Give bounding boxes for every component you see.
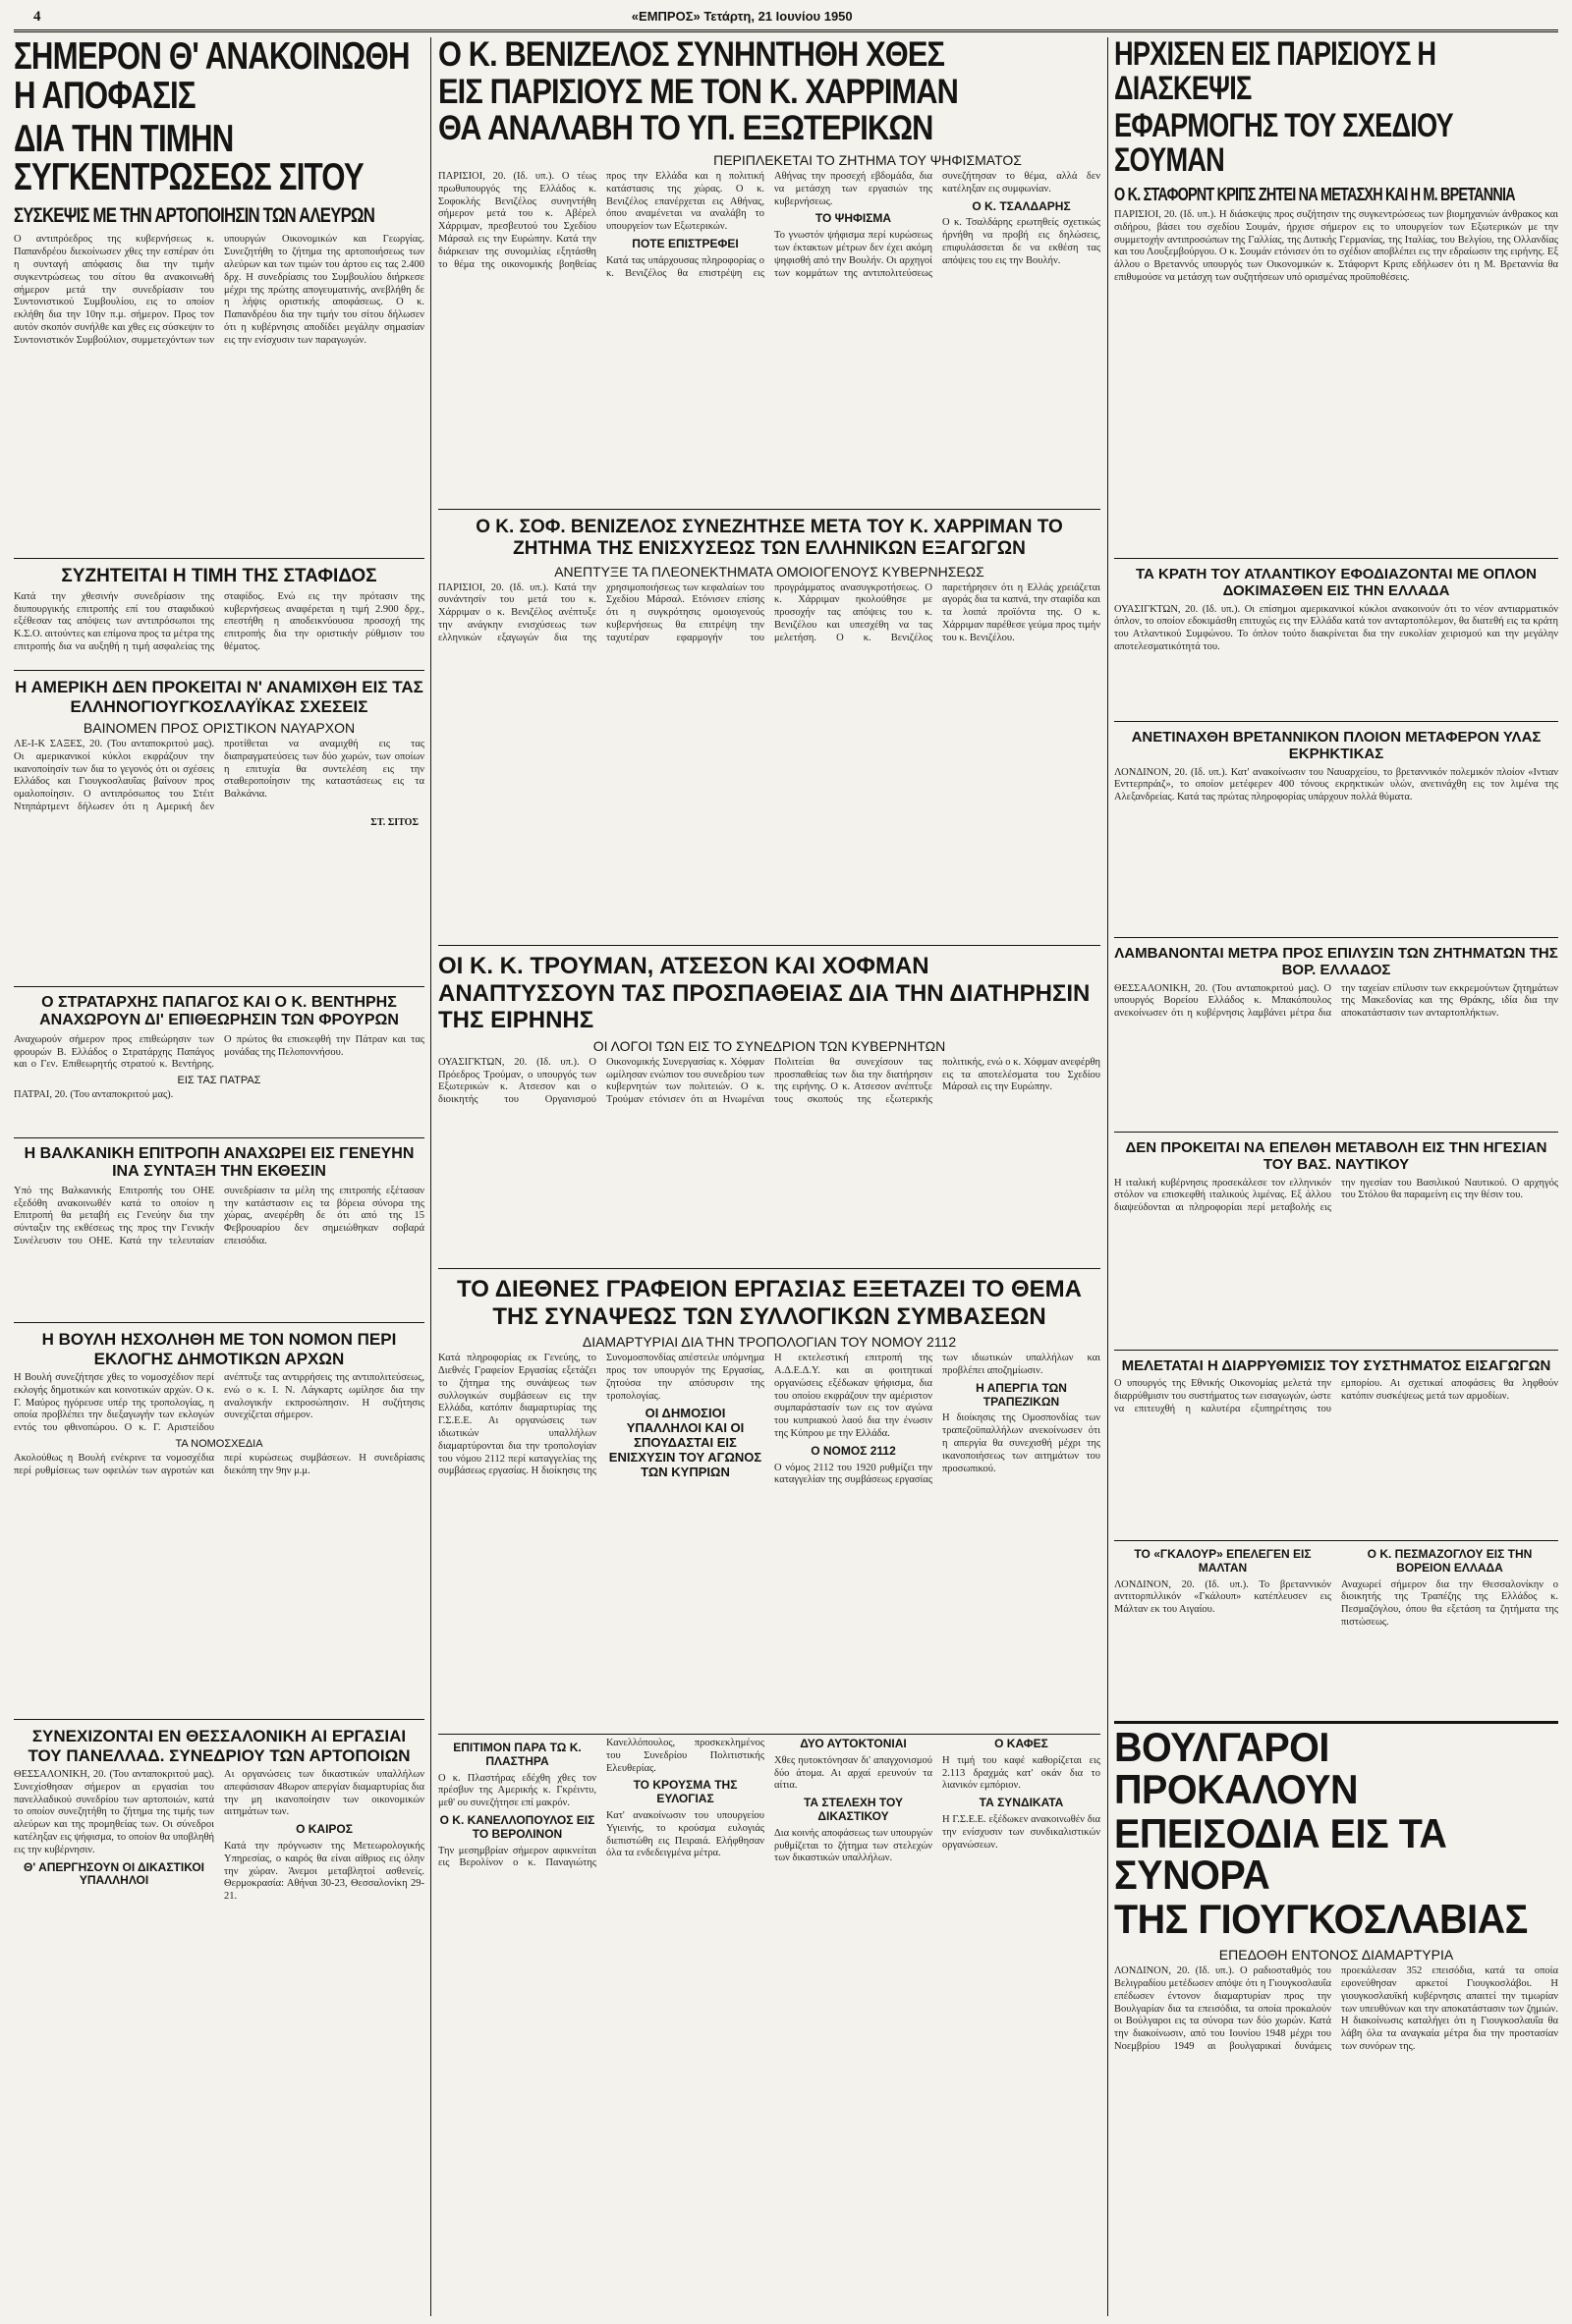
section-title: ΟΙ ΔΗΜΟΣΙΟΙ ΥΠΑΛΛΗΛΟΙ ΚΑΙ ΟΙ ΣΠΟΥΔΑΣΤΑΙ ΕΙΣ ΕΝΙΣΧΥΣΙΝ ΤΟΥ ΑΓΩΝΟΣ ΤΩΝ ΚΥΠΡΙΩΝ [608,1406,762,1480]
article-body: ΠΑΡΙΣΙΟΙ, 20. (Ιδ. υπ.). Η διάσκεψις προς συζήτησιν της συγκεντρώσεως των βιομηχανιών άνθρακος και σιδήρου, βάσει του σχεδίου Σουμάν, ήρχισε σήμερον εις το υπουργείον των Εξωτερικών με την συμμετοχήν αντιπροσώπων της Γαλλίας, της Δυτικής Γερμανίας, της Ιταλίας, του Βελγίου, της Ολλανδίας και του Λουξεμβούργου. Ο κ. Σουμάν ετόνισεν ότι το σχέδιον αποβλέπει εις την εδραίωσιν της ειρήνης. Εξ άλλου ο Βρεταννός υπουργός των Οικονομικών κ. Στάφορντ Κριπς εδήλωσεν ότι η Μ. Βρεταννία θα επιθυμούσε να μετάσχη των συζητήσεων υπό ορισμένας προϋποθέσεις. [1114,209,1558,284]
page-number: 4 [33,9,41,25]
article-schuman [1114,37,1558,558]
right-column [1114,37,1558,2316]
headline: ΔΙΑ ΤΗΝ ΤΙΜΗΝ ΣΥΓΚΕΝΤΡΩΣΕΩΣ ΣΙΤΟΥ [14,117,364,199]
brief-body: Κατ' ανακοίνωσιν του υπουργείου Υγιεινής, το κρούσμα ευλογιάς διεπιστώθη εις Πειραιά. Ελήφθησαν όλα τα ενδεδειγμένα μέτρα. [606,1809,764,1859]
article-body: ΛΟΝΔΙΝΟΝ, 20. (Ιδ. υπ.). Το βρεταννικόν αντιτορπιλλικόν «Γκάλουπ» κατέπλευσεν εις Μάλταν εκ του Αιγαίου. [1114,1578,1331,1616]
headline: ΕΠΕΙΣΟΔΙΑ ΕΙΣ ΤΑ ΣΥΝΟΡΑ [1114,1809,1447,1899]
article-body: Ο αντιπρόεδρος της κυβερνήσεως κ. Παπανδρέου διεκοίνωσεν χθες την εσπέραν ότι η συνταγή απόφασις δια την τιμήν συγκεντρώσεως του σίτου θα ανακοινωθή σήμερον μετά την συνεδρίασιν του Συντονιστικού Συμβουλίου, εις το οποίον εκλήθη δια την 10ην π.μ. σήμερον. Προς τον αυτόν σκοπόν συνήλθε και χθες εις σύσκεψιν το Συντονιστικόν Συμβούλιον, συμμετεχόντων των υπουργών Οικονομικών και Γεωργίας. Συνεζητήθη το ζήτημα της αρτοποιήσεως των αλεύρων και των τιμών του άρτου εις τας 2.400 δρχ. Η συνεδρίασις του Συμβουλίου διήρκεσε μέχρι της πρώτης απογευματινής, ανεβλήθη δε η λήψις οριστικής αποφάσεως. Ο κ. Παπανδρέου δια την τιμήν του σίτου δήλωσεν ότι η κυβέρνησις αποδίδει μεγάλην σημασίαν εις την ενίσχυσιν των παραγωγών. [14,234,424,346]
headline: Ο Κ. ΒΕΝΙΖΕΛΟΣ ΣΥΝΗΝΤΗΘΗ ΧΘΕΣ [438,37,945,74]
article-body: ΟΥΑΣΙΓΚΤΩΝ, 20. (Ιδ. υπ.). Ο Πρόεδρος Τρούμαν, ο υπουργός των Εξωτερικών κ. Ατσεσον και ο διοικητής του Οργανισμού Οικονομικής Συνεργασίας κ. Χόφμαν ωμίλησαν ενώπιον του συνεδρίου των κυβερνητών των πολιτειών. Ο κ. Τρούμαν ετόνισεν ότι αι Ηνωμέναι Πολιτείαι θα συνεχίσουν τας προσπαθείας των δια την διατήρησιν της ειρήνης. Ο κ. Ατσεσον ανέπτυξε τους σκοπούς της εξωτερικής πολιτικής, ενώ ο κ. Χόφμαν ανεφέρθη εις τα αποτελέσματα του Σχεδίου Μάρσαλ εις την Ευρώπην. [438,1056,1100,1106]
section-body: Αι οργανώσεις των δικαστικών υπαλλήλων απεφάσισαν 48ωρον απεργίαν διαμαρτυρίας δια την μη ικανοποίησιν των οικονομικών αιτημάτων των. [224,1769,424,1818]
section-title: Θ' ΑΠΕΡΓΗΣΟΥΝ ΟΙ ΔΙΚΑΣΤΙΚΟΙ ΥΠΑΛΛΗΛΟΙ [24,1859,204,1888]
article-body: Η Βουλή συνεζήτησε χθες το νομοσχέδιον περί εκλογής δημοτικών και κοινοτικών αρχών. Ο κ. Γ. Μαύρος ηγόρευσε υπέρ της τροπολογίας, η οποία προβλέπει την διεξαγωγήν των εκλογών εντός του φθινοπώρου. Ο κ. Γ. Αριστείδου ανέπτυξε τας αντιρρήσεις της αντιπολιτεύσεως, ενώ ο κ. Ι. Ν. Λάγκαρτς ωμίλησε δια την αναλογικήν εκπροσώπησιν. Η συζήτησις συνεχίζεται σήμερον. [14,1372,424,1434]
article-pesmazoglou [1341,1544,1558,1721]
article-body: ΘΕΣΣΑΛΟΝΙΚΗ, 20. (Του ανταποκριτού μας). Συνεχίσθησαν σήμερον αι εργασίαι του πανελλαδικού συνεδρίου των αρτοποιών, κατά το οποίον συνεζητήθη το ζήτημα της τιμής των αλεύρων και της προμηθείας των. Οι σύνεδροι κατέληξαν εις ψήφισμα, το οποίον θα υποβληθή εις την κυβέρνησιν. [14,1769,214,1855]
article-wheat [14,37,424,558]
brief-title: ΤΑ ΣΤΕΛΕΧΗ ΤΟΥ ΔΙΚΑΣΤΙΚΟΥ [803,1796,904,1823]
subheadline: ΟΙ ΛΟΓΟΙ ΤΩΝ ΕΙΣ ΤΟ ΣΥΝΕΔΡΙΟΝ ΤΩΝ ΚΥΒΕΡΝΗΤΩΝ [592,1037,946,1054]
headline: ΤΟ «ΓΚΑΛΟΥΡ» ΕΠΕΛΕΓΕΝ ΕΙΣ ΜΑΛΤΑΝ [1134,1547,1312,1575]
brief-title: ΤΑ ΣΥΝΔΙΚΑΤΑ [979,1796,1064,1810]
article-atlantic [1114,558,1558,721]
headline: Ο ΣΤΡΑΤΑΡΧΗΣ ΠΑΠΑΓΟΣ ΚΑΙ Ο Κ. ΒΕΝΤΗΡΗΣ ΑΝΑΧΩΡΟΥΝ ΔΙ' ΕΠΙΘΕΩΡΗΣΙΝ ΤΩΝ ΦΡΟΥΡΩΝ [39,994,399,1029]
article-body: Αναχωρεί σήμερον δια την Θεσσαλονίκην ο διοικητής της Τραπέζης της Ελλάδος κ. Πεσμαζόγλου, όπου θα εξετάση τα ζητήματα της πιστώσεως. [1341,1578,1558,1628]
article-body: Κατά την χθεσινήν συνεδρίασιν της διυπουργικής επιτροπής επί του σταφιδικού εξέθεσαν τας απόψεις των αντιπρόσωποι της Κ.Σ.Ο. αιτούντες και επίμονα προς τα μέτρα της επιτροπής δια να αυξηθή η τιμή ασφαλείας της σταφίδος. Ενώ εις την πρότασιν της κυβερνήσεως αναφέρεται η τιμή 2.900 δρχ., επεστήθη η αποδεικνύουσα προσοχή της επιτροπής δια την οριστικήν ρύθμισιν του θέματος. [14,590,424,653]
weather-body: Κατά την πρόγνωσιν της Μετεωρολογικής Υπηρεσίας, ο καιρός θα είναι αίθριος εις όλην την χώραν. Άνεμοι μεταβλητοί ασθενείς. Θερμοκρασία: Αθήναι 30-23, Θεσσαλονίκη 29-21. [224,1841,424,1903]
article-pair [1114,1540,1558,1721]
subheadline: ΕΠΕΔΟΘΗ ΕΝΤΟΝΟΣ ΔΙΑΜΑΡΤΥΡΙΑ [1218,1947,1454,1964]
headline: ΛΑΜΒΑΝΟΝΤΑΙ ΜΕΤΡΑ ΠΡΟΣ ΕΠΙΛΥΣΙΝ ΤΩΝ ΖΗΤΗΜΑΤΩΝ ΤΗΣ ΒΟΡ. ΕΛΛΑΔΟΣ [1114,945,1558,979]
article-body: Υπό της Βαλκανικής Επιτροπής του ΟΗΕ εξεδόθη ανακοινωθέν κατά το οποίον η Επιτροπή θα μεταβή εις Γενεύην δια την σύνταξιν της εκθέσεως της προς την Γενικήν Συνέλευσιν του ΟΗΕ. Κατά την τελευταίαν συνεδρίασιν τα μέλη της επιτροπής εξέτασαν την κατάστασιν εις τα βόρεια σύνορα της χώρας, ανεφέρθη δε ότι από της 15 Φεβρουαρίου δεν σημειώθηκαν σοβαρά επεισόδια. [14,1185,424,1246]
brief-body: Την μεσημβρίαν σήμερον αφικνείται εις Βερολίνον ο κ. Παναγιώτης Κανελλόπουλος, προσκεκλημένος του Συνεδρίου Πολιτιστικής Ελευθερίας. [438,1738,764,1869]
headline: ΤΟ ΔΙΕΘΝΕΣ ΓΡΑΦΕΙΟΝ ΕΡΓΑΣΙΑΣ ΕΞΕΤΑΖΕΙ ΤΟ ΘΕΜΑ ΤΗΣ ΣΥΝΑΨΕΩΣ ΤΩΝ ΣΥΛΛΟΓΙΚΩΝ ΣΥΜΒΑΣΕΩΝ [457,1276,1082,1330]
section-body: Η εκτελεστική επιτροπή της Α.Δ.Ε.Δ.Υ. και αι φοιτητικαί οργανώσεις εξέδωκαν ψήφισμα, δια του οποίου εκφράζουν την αμέριστον συμπαράστασίν των εις τον αγώνα του κυπριακού λαού δια την ένωσιν της Κύπρου με την Ελλάδα. [774,1353,932,1439]
section-body: Το γνωστόν ψήφισμα περί κυρώσεως των έκτακτων μέτρων δεν έχει ακόμη ψηφισθή από την Βουλήν. Οι αρχηγοί των κομμάτων της αντιπολιτεύσεως συνεζήτησαν το θέμα, αλλά δεν κατέληξαν εις συμφωνίαν. [774,171,1100,279]
headline: ΗΡΧΙΣΕΝ ΕΙΣ ΠΑΡΙΣΙΟΥΣ Η ΔΙΑΣΚΕΨΙΣ [1114,37,1436,107]
section-title: ΠΟΤΕ ΕΠΙΣΤΡΕΦΕΙ [632,237,739,251]
article-body: ΛΟΝΔΙΝΟΝ, 20. (Ιδ. υπ.). Ο ραδιοσταθμός του Βελιγραδίου μετέδωσεν απόψε ότι η Γιουγκοσλαυΐα επέδωσεν έντονον διαμαρτυρίαν προς την Βουλγαρίαν δια τα επεισόδια, τα οποία προκαλούν οι Βούλγαροι εις τα σύνορα των δύο χωρών. Κατά την διακοίνωσιν, από του Ιουνίου 1948 μέχρι του Νοεμβρίου 1949 αι βουλγαρικαί δυνάμεις προεκάλεσαν 352 επεισόδια, κατά τα οποία εφονεύθησαν αρκετοί Γιουγκοσλάβοι. Η γιουγκοσλαυϊκή κυβέρνησις απαιτεί την τιμωρίαν των υπευθύνων και την αποκατάστασιν των ζημιών. Η διακοίνωσις καταλήγει ότι η Γιουγκοσλαυΐα θα λάβη όλα τα αναγκαία μέτρα δια την προστασίαν των συνόρων της. [1114,1965,1558,2052]
article-venizelos [438,37,1100,509]
brief-title: Ο ΚΑΦΕΣ [994,1737,1048,1750]
headline: ΕΦΑΡΜΟΓΗΣ ΤΟΥ ΣΧΕΔΙΟΥ ΣΟΥΜΑΝ [1114,107,1453,180]
headline: ΜΕΛΕΤΑΤΑΙ Η ΔΙΑΡΡΥΘΜΙΣΙΣ ΤΟΥ ΣΥΣΤΗΜΑΤΟΣ ΕΙΣΑΓΩΓΩΝ [1121,1357,1551,1374]
brief-body: Η τιμή του καφέ καθορίζεται εις 2.113 δραχμάς κατ' οκάν δια το λιανικόν εμπόριον. [942,1754,1100,1792]
headline: Η ΒΑΛΚΑΝΙΚΗ ΕΠΙΤΡΟΠΗ ΑΝΑΧΩΡΕΙ ΕΙΣ ΓΕΝΕΥΗΝ ΙΝΑ ΣΥΝΤΑΞΗ ΤΗΝ ΕΚΘΕΣΙΝ [24,1145,415,1181]
article-navy [1114,1132,1558,1350]
headline: ΒΟΥΛΓΑΡΟΙ ΠΡΟΚΑΛΟΥΝ [1114,1724,1359,1812]
headline: Ο Κ. ΣΟΦ. ΒΕΝΙΖΕΛΟΣ ΣΥΝΕΖΗΤΗΣΕ ΜΕΤΑ ΤΟΥ Κ. ΧΑΡΡΙΜΑΝ ΤΟ ΖΗΤΗΜΑ ΤΗΣ ΕΝΙΣΧΥΣΕΩΣ ΤΩΝ ΕΛΛΗΝΙΚΩΝ ΕΞΑΓΩΓΩΝ [476,517,1063,559]
article-america [14,670,424,986]
brief-title: ΔΥΟ ΑΥΤΟΚΤΟΝΙΑΙ [800,1737,907,1750]
article-bulgaria [1114,1721,1558,2139]
weather-title: Ο ΚΑΙΡΟΣ [296,1822,353,1837]
headline: ΣΥΝΕΧΙΖΟΝΤΑΙ ΕΝ ΘΕΣΣΑΛΟΝΙΚΗ ΑΙ ΕΡΓΑΣΙΑΙ ΤΟΥ ΠΑΝΕΛΛΑΔ. ΣΥΝΕΔΡΙΟΥ ΤΩΝ ΑΡΤΟΠΟΙΩΝ [28,1727,411,1765]
brief-title: ΕΠΙΤΙΜΟΝ ΠΑΡΑ ΤΩ Κ. ΠΛΑΣΤΗΡΑ [453,1741,582,1768]
headline: Ο Κ. ΠΕΣΜΑΖΟΓΛΟΥ ΕΙΣ ΤΗΝ ΒΟΡΕΙΟΝ ΕΛΛΑΔΑ [1367,1547,1533,1575]
article-body: Αναχωρούν σήμερον προς επιθεώρησιν των φρουρών Β. Ελλάδος ο Στρατάρχης Παπάγος και ο Γεν. Επιθεωρητής στρατού κ. Βεντήρης. Ο πρώτος θα επισκεφθή την Πάτραν και τας μονάδας της Πελοποννήσου. [14,1033,424,1071]
brief-title: Ο Κ. ΚΑΝΕΛΛΟΠΟΥΛΟΣ ΕΙΣ ΤΟ ΒΕΡΟΛΙΝΟΝ [439,1812,595,1841]
paper-dateline: «ΕΜΠΡΟΣ» Τετάρτη, 21 Ιουνίου 1950 [631,9,853,24]
subheadline: ΣΥΣΚΕΨΙΣ ΜΕ ΤΗΝ ΑΡΤΟΠΟΙΗΣΙΝ ΤΩΝ ΑΛΕΥΡΩΝ [14,204,375,228]
article-body: Η ιταλική κυβέρνησις προσεκάλεσε τον ελληνικόν στόλον να επισκεφθή ιταλικούς λιμένας. Εξ άλλου διαψεύδονται αι πληροφορίαι περί μεταβολής εις την ηγεσίαν του Βασιλικού Ναυτικού. Ο αρχηγός του Στόλου θα παραμείνη εις την θέσιν του. [1114,1177,1558,1214]
brief-body: Δια κοινής αποφάσεως των υπουργών ρυθμίζεται το ζήτημα των στελεχών των δικαστικών υπαλλήλων. [774,1827,932,1864]
section-body: Κατά τας υπάρχουσας πληροφορίας ο κ. Βενιζέλος θα επιστρέψη εις Αθήνας την προσεχή εβδομάδα, δια να μετάσχη των εργασιών της κυβερνήσεως. [606,171,932,279]
dateline: ΠΑΤΡΑΙ, 20. (Του ανταποκριτού μας). [14,1089,174,1101]
left-column [14,37,424,2316]
column-rule [430,37,431,2316]
article-labour [438,1268,1100,1734]
section-body: Ο κ. Τσαλδάρης ερωτηθείς σχετικώς ήρνήθη να προβή εις δηλώσεις, επιφυλάσσεται δε να εκθέση τας απόψεις του εις την Βουλήν. [942,217,1100,266]
masthead [14,8,1558,32]
headline: ΘΑ ΑΝΑΛΑΒΗ ΤΟ ΥΠ. ΕΞΩΤΕΡΙΚΩΝ [438,109,933,148]
article-gallup [1114,1544,1331,1721]
subheadline: ΒΑΙΝΟΜΕΝ ΠΡΟΣ ΟΡΙΣΤΙΚΟΝ ΝΑΥΑΡΧΟΝ [83,720,356,737]
headline: ΤΑ ΚΡΑΤΗ ΤΟΥ ΑΤΛΑΝΤΙΚΟΥ ΕΦΟΔΙΑΖΟΝΤΑΙ ΜΕ ΟΠΛΟΝ ΔΟΚΙΜΑΣΘΕΝ ΕΙΣ ΤΗΝ ΕΛΛΑΔΑ [1136,566,1537,600]
headline: Η ΒΟΥΛΗ ΗΣΧΟΛΗΘΗ ΜΕ ΤΟΝ ΝΟΜΟΝ ΠΕΡΙ ΕΚΛΟΓΗΣ ΔΗΜΟΤΙΚΩΝ ΑΡΧΩΝ [41,1330,397,1368]
article-municipal [14,1322,424,1719]
center-column [438,37,1100,2316]
subheadline: Ο Κ. ΣΤΑΦΟΡΝΤ ΚΡΙΠΣ ΖΗΤΕΙ ΝΑ ΜΕΤΑΣΧΗ ΚΑΙ Η Μ. ΒΡΕΤΑΝΝΙΑ [1114,184,1515,204]
section-body: Ακολούθως η Βουλή ενέκρινε τα νομοσχέδια περί ρυθμίσεως των οφειλών των αγροτών και περί κυρώσεως συμβάσεων. Η συνεδρίασις διεκόπη την 9ην μ.μ. [14,1453,424,1476]
article-body: ΛΟΝΔΙΝΟΝ, 20. (Ιδ. υπ.). Κατ' ανακοίνωσιν του Ναυαρχείου, το βρεταννικόν πολεμικόν πλοίον «Ιντιαν Ενττερπράιζ», το οποίον μετέφερεν 400 τόνους εκρηκτικών υλών, ανετινάχθη εις τον λιμένα της Αλεξανδρείας. Κατά τας πρώτας πληροφορίας υπάρχουν πολλά θύματα. [1114,766,1558,803]
article-peace [438,945,1100,1268]
subheadline: ΑΝΕΠΤΥΞΕ ΤΑ ΠΛΕΟΝΕΚΤΗΜΑΤΑ ΟΜΟΙΟΓΕΝΟΥΣ ΚΥΒΕΡΝΗΣΕΩΣ [554,563,984,580]
article-body: ΟΥΑΣΙΓΚΤΩΝ, 20. (Ιδ. υπ.). Οι επίσημοι αμερικανικοί κύκλοι ανακοινούν ότι το νέον αντιαρματικόν όπλον, το οποίον εδοκιμάσθη επιτυχώς εις την Ελλάδα κατά τον ανταρτοπόλεμον, θα διατεθή εις τα κράτη του Ατλαντικού Συμφώνου. Το όπλον τούτο διακρίνεται δια την ευκολίαν χειρισμού και την μεγάλην αποτελεσματικότητά του. [1114,603,1558,652]
subheadline: ΠΕΡΙΠΛΕΚΕΤΑΙ ΤΟ ΖΗΤΗΜΑ ΤΟΥ ΨΗΦΙΣΜΑΤΟΣ [713,152,1022,169]
section-title: Ο ΝΟΜΟΣ 2112 [811,1443,896,1458]
headline: Η ΑΜΕΡΙΚΗ ΔΕΝ ΠΡΟΚΕΙΤΑΙ Ν' ΑΝΑΜΙΧΘΗ ΕΙΣ ΤΑΣ ΕΛΛΗΝΟΓΙΟΥΓΚΟΣΛΑΥΪΚΑΣ ΣΧΕΣΕΙΣ [15,678,423,716]
article-papagos [14,986,424,1137]
subheadline: ΔΙΑΜΑΡΤΥΡΙΑΙ ΔΙΑ ΤΗΝ ΤΡΟΠΟΛΟΓΙΑΝ ΤΟΥ ΝΟΜΟΥ 2112 [582,1334,957,1351]
headline: ΔΕΝ ΠΡΟΚΕΙΤΑΙ ΝΑ ΕΠΕΛΘΗ ΜΕΤΑΒΟΛΗ ΕΙΣ ΤΗΝ ΗΓΕΣΙΑΝ ΤΟΥ ΒΑΣ. ΝΑΥΤΙΚΟΥ [1125,1139,1547,1174]
headline: ΑΝΕΤΙΝΑΧΘΗ ΒΡΕΤΑΝΝΙΚΟΝ ΠΛΟΙΟΝ ΜΕΤΑΦΕΡΟΝ ΥΛΑΣ ΕΚΡΗΚΤΙΚΑΣ [1131,729,1542,763]
article-ship [1114,721,1558,937]
article-body: ΘΕΣΣΑΛΟΝΙΚΗ, 20. (Του ανταποκριτού μας). Ο υπουργός Βορείου Ελλάδος κ. Μπακόπουλος ανεκοίνωσεν ότι η κυβέρνησις λαμβάνει μέτρα δια την ταχείαν επίλυσιν των εκκρεμούντων ζητημάτων της Μακεδονίας και της Θράκης, ιδία δια την αποκατάστασιν των ανταρτοπλήκτων. [1114,982,1558,1020]
article-body: ΠΑΡΙΣΙΟΙ, 20. (Ιδ. υπ.). Ο τέως πρωθυπουργός της Ελλάδος κ. Σοφοκλής Βενιζέλος συνηντήθη σήμερον μετά του κ. Αβέρελ Χάρριμαν, πρεσβευτού του Σχεδίου Μάρσαλ εις την Ευρώπην. Κατά την διάρκειαν της συνομιλίας εξητάσθη το θέμα της οικονομικής βοηθείας προς την Ελλάδα και η πολιτική κατάστασις της χώρας. Ο κ. Βενιζέλος επανέρχεται εις Αθήνας, όπου αναμένεται να αναλάβη το υπουργείον των Εξωτερικών. [438,171,764,270]
subheadline: ΕΙΣ ΤΑΣ ΠΑΤΡΑΣ [177,1075,261,1087]
byline: ΣΤ. ΣΙΤΟΣ [370,816,419,828]
headline: ΣΗΜΕΡΟΝ Θ' ΑΝΑΚΟΙΝΩΘΗ Η ΑΠΟΦΑΣΙΣ [14,37,410,117]
section-body: Ο νόμος 2112 του 1920 ρυθμίζει την καταγγελίαν της συμβάσεως εργασίας των ιδιωτικών υπαλλήλων και προβλέπει αποζημίωσιν. [774,1353,1100,1486]
article-body: ΛΕ-Ι-Κ ΣΑΞΕΣ, 20. (Του ανταποκριτού μας). Οι αμερικανικοί κύκλοι εκφράζουν την ικανοποίησίν των δια το γεγονός ότι οι σχέσεις Ελλάδος και Γιουγκοσλαυΐας βαίνουν προς ομαλοποίησιν. Ο αντιπρόσωπος του Στέιτ Ντηπάρτμεντ δήλωσεν ότι η Αμερική δεν προτίθεται να αναμιχθή εις τας διαπραγματεύσεις των δύο χωρών, των οποίων η επιτυχία θα συντελέση εις την σταθεροποίησιν της καταστάσεως εις τα Βαλκάνια. [14,739,424,813]
section-title: Ο Κ. ΤΣΑΛΔΑΡΗΣ [972,198,1071,213]
headline: ΕΙΣ ΠΑΡΙΣΙΟΥΣ ΜΕ ΤΟΝ Κ. ΧΑΡΡΙΜΑΝ [438,72,959,111]
brief-body: Η Γ.Σ.Ε.Ε. εξέδωκεν ανακοινωθέν δια την ενίσχυσιν των συνδικαλιστικών οργανώσεων. [942,1813,1100,1851]
article-body: Ο υπουργός της Εθνικής Οικονομίας μελετά την διαρρύθμισιν του συστήματος των εισαγωγών, ώστε να επιτευχθή η καλυτέρα εξυπηρέτησις του εμπορίου. Αι σχετικαί αποφάσεις θα ληφθούν κατόπιν συσκέψεως μετά των αρμοδίων. [1114,1378,1558,1414]
section-body: Η διοίκησις της Ομοσπονδίας των τραπεζοϋπαλλήλων ανεκοίνωσεν ότι η απεργία θα συνεχισθή μέχρι της ικανοποιήσεως των αιτημάτων του προσωπικού. [942,1412,1100,1474]
article-balkan [14,1137,424,1322]
brief-title: ΤΟ ΚΡΟΥΣΜΑ ΤΗΣ ΕΥΛΟΓΙΑΣ [633,1778,738,1806]
article-body: Κατά πληροφορίας εκ Γενεύης, το Διεθνές Γραφείον Εργασίας εξετάζει το ζήτημα της συνάψεως των συλλογικών συμβάσεων εις την Ελλάδα, κατόπιν διαμαρτυρίας της Γ.Σ.Ε.Ε. Αι οργανώσεις των ιδιωτικών υπαλλήλων διαμαρτύρονται δια την τροπολογίαν του νόμου 2112 περί καταγγελίας της συμβάσεως εργασίας. Η διοίκησις της Συνομοσπονδίας απέστειλε υπόμνημα προς τον υπουργόν της Εργασίας, ζητούσα την απόσυρσιν της τροπολογίας. [438,1353,764,1477]
article-body: ΠΑΡΙΣΙΟΙ, 20. (Ιδ. υπ.). Κατά την συνάντησίν του μετά του κ. Χάρριμαν ο κ. Βενιζέλος ανέπτυξε την ανάγκην ενισχύσεως των ελληνικών εξαγωγών δια της χρησιμοποιήσεως των κεφαλαίων του Σχεδίου Μάρσαλ. Ετόνισεν επίσης ότι η συγκρότησις ομοιογενούς κυβερνήσεως θα επιτρέψη την ταχυτέραν εφαρμογήν του προγράμματος ανασυγκροτήσεως. Ο κ. Χάρριμαν ηκολούθησε με προσοχήν τας απόψεις του κ. Βενιζέλου και υπεσχέθη να τας μελετήση. Ο κ. Βενιζέλος παρετήρησεν ότι η Ελλάς χρειάζεται αγοράς δια τα καπνά, την σταφίδα και τα λοιπά προϊόντα της. Ο κ. Χάρριμαν παρέθεσε γεύμα προς τιμήν του κ. Βενιζέλου. [438,581,1100,643]
column-rule [1107,37,1108,2316]
article-raisin [14,558,424,670]
headline: ΣΥΖΗΤΕΙΤΑΙ Η ΤΙΜΗ ΤΗΣ ΣΤΑΦΙΔΟΣ [61,566,377,586]
article-imports [1114,1350,1558,1540]
section-title: ΤΟ ΨΗΦΙΣΜΑ [814,211,892,226]
headline: ΟΙ Κ. Κ. ΤΡΟΥΜΑΝ, ΑΤΣΕΣΟΝ ΚΑΙ ΧΟΦΜΑΝ ΑΝΑΠΤΥΣΣΟΥΝ ΤΑΣ ΠΡΟΣΠΑΘΕΙΑΣ ΔΙΑ ΤΗΝ ΔΙΑΤΗΡΗΣΙΝ ΤΗΣ ΕΙΡΗΝΗΣ [438,953,1091,1034]
news-briefs [438,1734,1100,2316]
article-exports [438,509,1100,945]
article-north [1114,937,1558,1132]
brief-body: Ο κ. Πλαστήρας εδέχθη χθες τον πρέσβυν της Αμερικής κ. Γκρέιντυ, μεθ' ου συνεζήτησε επί μακρόν. [438,1772,596,1809]
headline: ΤΗΣ ΓΙΟΥΓΚΟΣΛΑΒΙΑΣ [1114,1896,1528,1943]
brief-body: Χθες ηυτοκτόνησαν δι' απαγχονισμού δύο άτομα. Αι αρχαί ερευνούν τα αίτια. [774,1754,932,1792]
section-title: Η ΑΠΕΡΓΙΑ ΤΩΝ ΤΡΑΠΕΖΙΚΩΝ [976,1380,1067,1409]
section-title: ΤΑ ΝΟΜΟΣΧΕΔΙΑ [175,1438,263,1451]
article-bakers [14,1719,424,2312]
